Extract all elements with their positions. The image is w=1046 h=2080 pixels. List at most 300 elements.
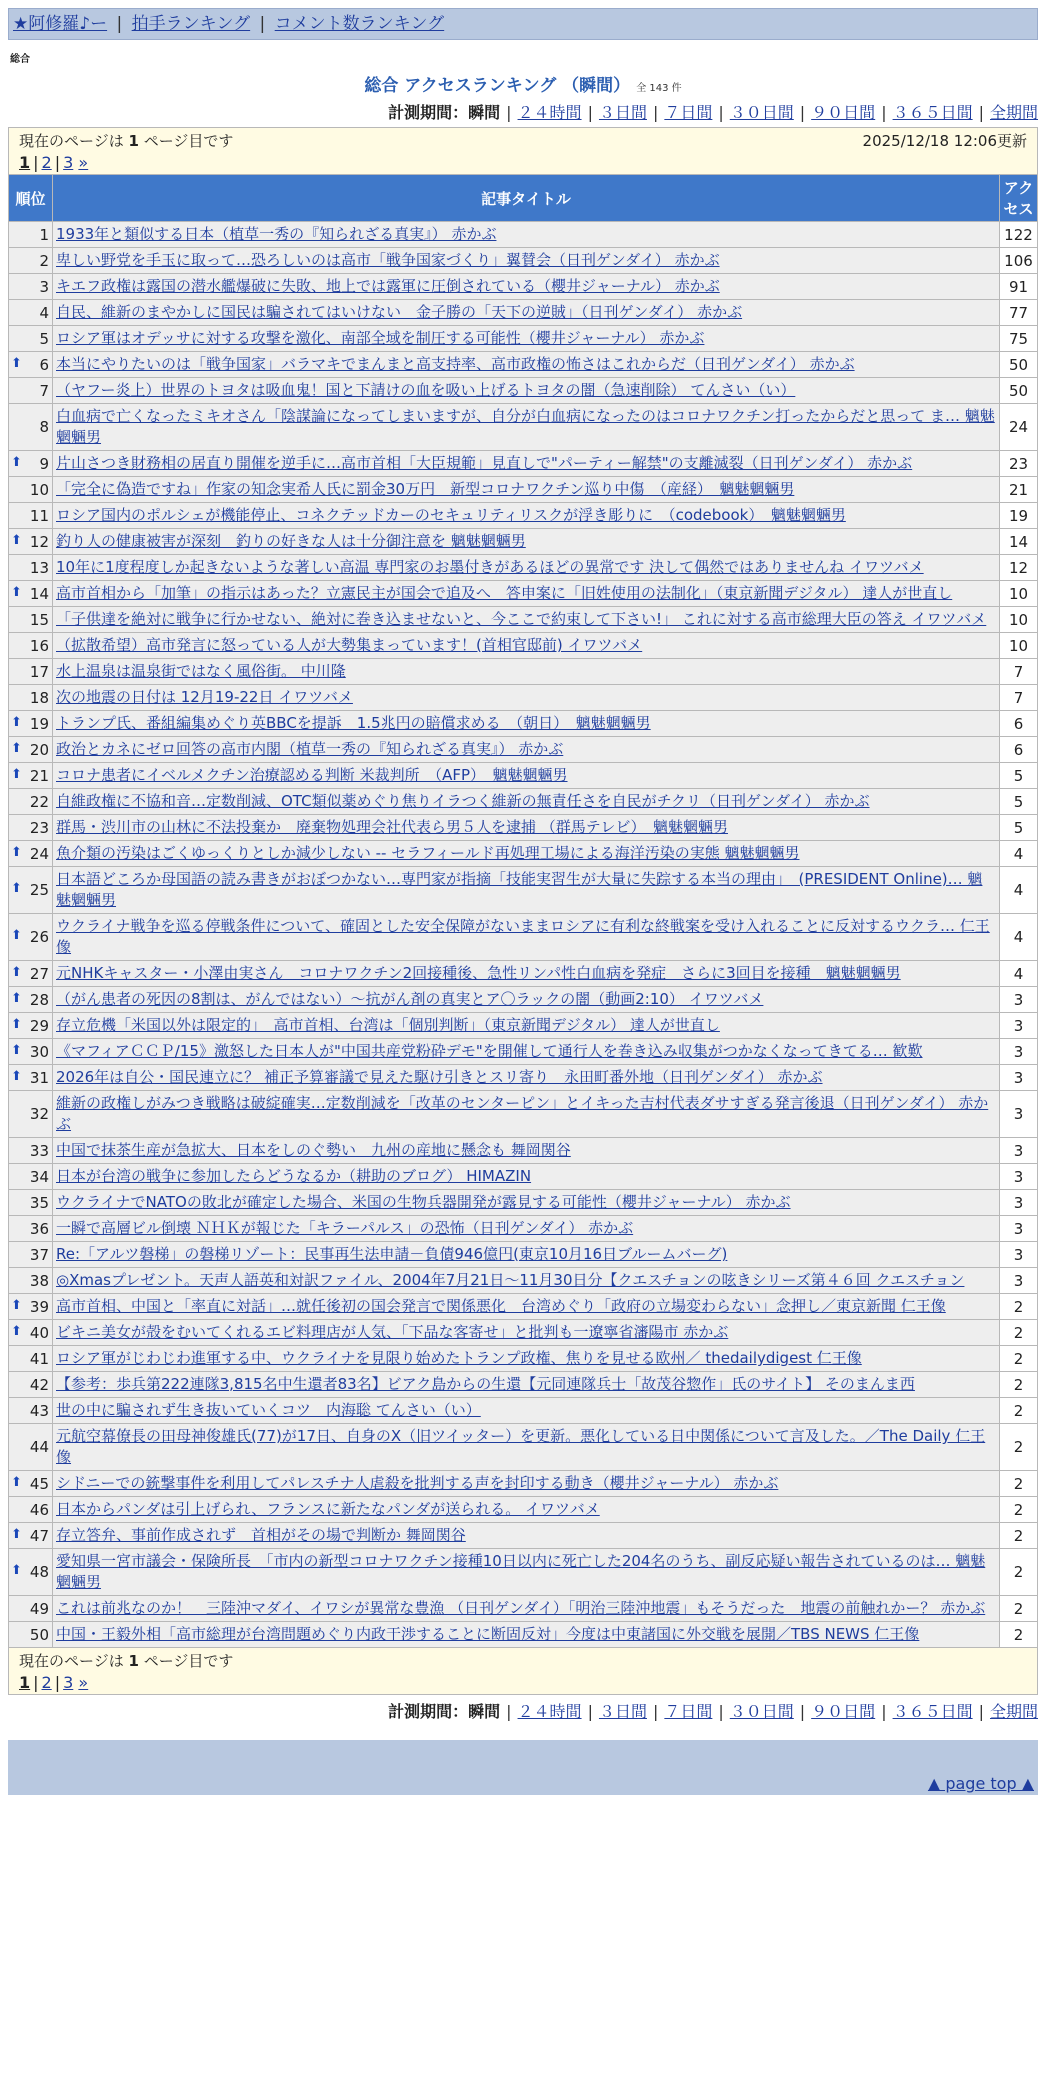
title-cell — [53, 815, 1000, 841]
access-count: 3 — [1000, 1164, 1038, 1190]
article-title-link[interactable]: 維新の政権しがみつき戦略は破綻確実…定数削減を「改革のセンターピン」とイキった吉村代表ダサすぎる発言後退（日刊ゲンダイ） 赤かぶ — [56, 1094, 989, 1133]
table-row — [9, 841, 1038, 867]
rank-cell — [9, 326, 53, 352]
rank-cell — [9, 581, 53, 607]
period-option-link[interactable]: 全期間 — [989, 1702, 1038, 1721]
rank-cell — [9, 451, 53, 477]
access-count: 2 — [1000, 1294, 1038, 1320]
pager-page-link[interactable]: 3 — [63, 1673, 74, 1692]
access-count: 77 — [1000, 300, 1038, 326]
rank-number: 26 — [29, 928, 49, 946]
table-row — [9, 737, 1038, 763]
rank-number: 9 — [39, 454, 49, 473]
table-row — [9, 1424, 1038, 1471]
rank-number: 44 — [29, 1438, 49, 1456]
access-count: 4 — [1000, 841, 1038, 867]
pager-page-link[interactable]: 2 — [41, 153, 52, 172]
nav-separator: | — [259, 14, 266, 34]
table-row — [9, 1091, 1038, 1138]
rank-cell — [9, 1138, 53, 1164]
article-title-link[interactable]: ビキニ美女が殻をむいてくれるエビ料理店が人気、「下品な客寄せ」と批判も一遼寧省瀋陽市 赤かぶ — [56, 1323, 729, 1341]
access-count: 3 — [1000, 1091, 1038, 1138]
table-row — [9, 1523, 1038, 1549]
period-option-link[interactable]: ９０日間 — [811, 103, 876, 122]
period-separator: | — [978, 103, 984, 122]
category-label: 総合 — [10, 54, 30, 65]
rank-cell — [9, 763, 53, 789]
title-cell — [53, 1424, 1000, 1471]
access-count: 23 — [1000, 451, 1038, 477]
period-separator: | — [978, 1702, 984, 1721]
rank-number: 31 — [29, 1068, 49, 1087]
article-title-link[interactable]: （拡散希望）高市発言に怒っている人が大勢集まっています！(首相官邸前) イワツバメ — [56, 636, 643, 654]
period-separator: | — [506, 1702, 512, 1721]
rank-cell — [9, 1596, 53, 1622]
rank-cell — [9, 1039, 53, 1065]
article-title-link[interactable]: 2026年は自公・国民連立に？ 補正予算審議で見えた駆け引きとスリ寄り 永田町番外地（日刊ゲンダイ） 赤かぶ — [56, 1068, 823, 1086]
table-row — [9, 914, 1038, 961]
rank-number: 45 — [29, 1474, 49, 1493]
title-cell — [53, 248, 1000, 274]
rank-up-arrow-icon: ⬆ — [11, 881, 22, 896]
period-separator: | — [799, 103, 806, 122]
header-access: アクセス — [1000, 175, 1038, 222]
rank-number: 22 — [29, 792, 49, 811]
article-title-link[interactable]: ウクライナでNATOの敗北が確定した場合、米国の生物兵器開発が露見する可能性（櫻井ジャーナル） 赤かぶ — [56, 1193, 791, 1211]
pager-next-link[interactable]: » — [78, 1673, 89, 1692]
rank-number: 46 — [29, 1500, 49, 1519]
rank-cell — [9, 633, 53, 659]
rank-number: 14 — [29, 584, 49, 603]
access-count: 3 — [1000, 1268, 1038, 1294]
rank-cell — [9, 1549, 53, 1596]
title-cell — [53, 1138, 1000, 1164]
ranking-title-block — [8, 71, 1038, 96]
rank-cell — [9, 1190, 53, 1216]
rank-number: 30 — [29, 1042, 49, 1061]
table-row — [9, 711, 1038, 737]
period-separator: | — [587, 103, 593, 122]
rank-number: 4 — [39, 303, 49, 322]
article-title-link[interactable]: 政治とカネにゼロ回答の高市内閣（植草一秀の『知られざる真実』） 赤かぶ — [56, 740, 564, 758]
article-title-link[interactable]: 群馬・渋川市の山林に不法投棄か 廃棄物処理会社代表ら男５人を逮捕 （群馬テレビ） 魑魅魍魎男 — [56, 818, 728, 836]
rank-up-arrow-icon: ⬆ — [11, 1323, 22, 1339]
rank-number: 27 — [29, 964, 49, 983]
rank-number: 39 — [29, 1297, 49, 1316]
rank-number: 36 — [29, 1219, 49, 1238]
access-count: 10 — [1000, 581, 1038, 607]
access-count: 50 — [1000, 378, 1038, 404]
article-title-link[interactable]: （がん患者の死因の8割は、がんではない）～抗がん剤の真実とア〇ラックの闇（動画2:10） イワツバメ — [56, 990, 764, 1008]
rank-up-arrow-icon: ⬆ — [11, 454, 22, 470]
article-title-link[interactable]: 日本からパンダは引上げられ、フランスに新たなパンダが送られる。 イワツバメ — [56, 1500, 600, 1518]
footer-bar — [8, 1740, 1038, 1772]
table-row — [9, 555, 1038, 581]
rank-cell — [9, 961, 53, 987]
rank-cell — [9, 737, 53, 763]
table-row — [9, 1065, 1038, 1091]
access-count: 19 — [1000, 503, 1038, 529]
article-title-link[interactable]: これは前兆なのか！ 三陸沖マダイ、イワシが異常な豊漁 （日刊ゲンダイ）「明治三陸沖地震」もそうだった 地震の前触れかー？ 赤かぶ — [56, 1599, 986, 1617]
title-cell — [53, 326, 1000, 352]
ranking-table — [8, 127, 1038, 1695]
title-cell — [53, 1216, 1000, 1242]
rank-up-arrow-icon: ⬆ — [11, 1526, 22, 1542]
pager-current-page: 1 — [19, 1673, 31, 1692]
article-title-link[interactable]: 中国・王毅外相「高市総理が台湾問題めぐり内政干渉することに断固反対」今度は中東諸国に外交戦を展開／TBS NEWS 仁王像 — [56, 1625, 920, 1643]
pager-next-link[interactable]: » — [78, 153, 89, 172]
table-row — [9, 659, 1038, 685]
title-cell — [53, 914, 1000, 961]
rank-up-arrow-icon: ⬆ — [11, 990, 22, 1006]
rank-cell — [9, 789, 53, 815]
table-row — [9, 1294, 1038, 1320]
rank-cell — [9, 1164, 53, 1190]
pager-page-link[interactable]: 3 — [63, 153, 74, 172]
access-count: 2 — [1000, 1346, 1038, 1372]
article-title-link[interactable]: 1933年と類似する日本（植草一秀の『知られざる真実』） 赤かぶ — [56, 225, 497, 243]
rank-cell — [9, 867, 53, 914]
title-cell — [53, 1242, 1000, 1268]
table-row — [9, 789, 1038, 815]
access-count: 3 — [1000, 1138, 1038, 1164]
period-option-link[interactable]: ７日間 — [664, 103, 713, 122]
period-option-link[interactable]: 全期間 — [989, 103, 1038, 122]
pager-page-link[interactable]: 2 — [41, 1673, 52, 1692]
pagination-bottom — [19, 1671, 1027, 1692]
table-row — [9, 222, 1038, 248]
rank-number: 35 — [29, 1193, 49, 1212]
title-cell — [53, 1320, 1000, 1346]
table-row — [9, 633, 1038, 659]
period-separator: | — [652, 1702, 659, 1721]
page-top-row — [8, 1772, 1038, 1795]
article-title-link[interactable]: ウクライナ戦争を巡る停戦条件について、確固とした安全保障がないままロシアに有利な終戦案を受け入れることに反対するウクラ… 仁王像 — [56, 917, 990, 956]
title-cell — [53, 1346, 1000, 1372]
article-title-link[interactable]: トランプ氏、番組編集めぐり英BBCを提訴 1.5兆円の賠償求める （朝日） 魑魅魍魎男 — [56, 714, 651, 732]
title-cell — [53, 1190, 1000, 1216]
rank-cell — [9, 378, 53, 404]
article-title-link[interactable]: 日本が台湾の戦争に参加したらどうなるか（耕助のブログ） HIMAZIN — [56, 1167, 532, 1185]
pager-separator: | — [54, 153, 61, 172]
article-title-link[interactable]: 元NHKキャスター・小澤由実さん コロナワクチン2回接種後、急性リンパ性白血病を発症 さらに3回目を接種 魑魅魍魎男 — [56, 964, 901, 982]
title-cell — [53, 961, 1000, 987]
period-option-current: 瞬間 — [468, 1702, 501, 1721]
rank-number: 20 — [29, 740, 49, 759]
access-count: 106 — [1000, 248, 1038, 274]
title-cell — [53, 378, 1000, 404]
article-title-link[interactable]: 《マフィアＣＣＰ/15》激怒した日本人が"中国共産党粉砕デモ"を開催して通行人を巻き込み収集がつかなくなってきてる… 歓歎 — [56, 1042, 923, 1060]
nav-separator: | — [116, 14, 123, 34]
rank-cell — [9, 841, 53, 867]
article-title-link[interactable]: 中国で抹茶生産が急拡大、日本をしのぐ勢い 九州の産地に懸念も 舞岡関谷 — [56, 1141, 571, 1159]
period-separator: | — [881, 103, 887, 122]
title-cell — [53, 1013, 1000, 1039]
period-separator: | — [587, 1702, 593, 1721]
table-row — [9, 274, 1038, 300]
article-title-link[interactable]: 存立答弁、事前作成されず 首相がその場で判断か 舞岡関谷 — [56, 1526, 466, 1544]
rank-number: 47 — [29, 1526, 49, 1545]
article-title-link[interactable]: 「完全に偽造ですね」作家の知念実希人氏に罰金30万円 新型コロナワクチン巡り中傷 （産経） 魑魅魍魎男 — [56, 480, 795, 498]
title-cell — [53, 1268, 1000, 1294]
period-separator: | — [718, 103, 724, 122]
article-title-link[interactable]: 次の地震の日付は 12月19-22日 イワツバメ — [56, 688, 353, 706]
nav-comment-ranking-link[interactable]: コメント数ランキング — [274, 14, 445, 34]
title-cell — [53, 789, 1000, 815]
table-header-row — [9, 175, 1038, 222]
rank-number: 7 — [39, 381, 49, 400]
period-option-link[interactable]: ３日間 — [598, 103, 647, 122]
rank-number: 1 — [39, 225, 49, 244]
rank-up-arrow-icon: ⬆ — [11, 1068, 22, 1084]
rank-number: 8 — [39, 418, 49, 436]
title-cell — [53, 300, 1000, 326]
rank-number: 50 — [29, 1625, 49, 1644]
article-title-link[interactable]: 釣り人の健康被害が深刻 釣りの好きな人は十分御注意を 魑魅魍魎男 — [56, 532, 526, 550]
rank-number: 29 — [29, 1016, 49, 1035]
pager-separator: | — [54, 1673, 61, 1692]
title-cell — [53, 1523, 1000, 1549]
period-selector-top — [8, 100, 1038, 123]
access-count: 50 — [1000, 352, 1038, 378]
current-page-text: 現在のページは 1 ページ目です — [19, 132, 234, 150]
article-title-link[interactable]: 元航空幕僚長の田母神俊雄氏(77)が17日、自身のX（旧ツイッター）を更新。悪化している日中関係について言及した。／The Daily 仁王像 — [56, 1427, 986, 1466]
title-cell — [53, 1164, 1000, 1190]
table-row — [9, 1549, 1038, 1596]
article-title-link[interactable]: 魚介類の汚染はごくゆっくりとしか減少しない -- セラフィールド再処理工場による海洋汚染の実態 魑魅魍魎男 — [56, 844, 800, 862]
rank-number: 13 — [29, 558, 49, 577]
table-row — [9, 961, 1038, 987]
access-count: 12 — [1000, 555, 1038, 581]
nav-home-link[interactable]: ★阿修羅♪ー — [13, 14, 108, 34]
article-title-link[interactable]: シドニーでの銃撃事件を利用してパレスチナ人虐殺を批判する声を封印する動き（櫻井ジャーナル） 赤かぶ — [56, 1474, 779, 1492]
access-count: 5 — [1000, 763, 1038, 789]
rank-up-arrow-icon: ⬆ — [11, 1563, 22, 1578]
rank-up-arrow-icon: ⬆ — [11, 928, 22, 943]
access-count: 2 — [1000, 1398, 1038, 1424]
title-cell — [53, 352, 1000, 378]
table-row — [9, 503, 1038, 529]
table-row — [9, 815, 1038, 841]
article-title-link[interactable]: ロシア国内のポルシェが機能停止、コネクテッドカーのセキュリティリスクが浮き彫りに （codebook） 魑魅魍魎男 — [56, 506, 846, 524]
rank-cell — [9, 607, 53, 633]
article-title-link[interactable]: 片山さつき財務相の居直り開催を逆手に…高市首相「大臣規範」見直しで"パーティー解禁"の支離滅裂（日刊ゲンダイ） 赤かぶ — [56, 454, 913, 472]
rank-number: 28 — [29, 990, 49, 1009]
period-option-current: 瞬間 — [468, 103, 501, 122]
article-title-link[interactable]: 水上温泉は温泉街ではなく風俗街。 中川隆 — [56, 662, 346, 680]
rank-up-arrow-icon: ⬆ — [11, 532, 22, 548]
access-count: 10 — [1000, 607, 1038, 633]
period-option-link[interactable]: ３０日間 — [729, 103, 794, 122]
title-cell — [53, 529, 1000, 555]
access-count: 3 — [1000, 1013, 1038, 1039]
article-title-link[interactable]: （ヤフー炎上）世界のトヨタは吸血鬼！国と下請けの血を吸い上げるトヨタの闇（急速削除） てんさい（い） — [56, 381, 796, 399]
article-title-link[interactable]: 10年に1度程度しか起きないような著しい高温 専門家のお墨付きがあるほどの異常です 決して偶然ではありませんね イワツバメ — [56, 558, 924, 576]
title-cell — [53, 1372, 1000, 1398]
access-count: 6 — [1000, 711, 1038, 737]
title-cell — [53, 867, 1000, 914]
article-title-link[interactable]: 本当にやりたいのは「戦争国家」バラマキでまんまと高支持率、高市政権の怖さはこれからだ（日刊ゲンダイ） 赤かぶ — [56, 355, 855, 373]
rank-number: 34 — [29, 1167, 49, 1186]
rank-number: 15 — [29, 610, 49, 629]
rank-up-arrow-icon: ⬆ — [11, 1016, 22, 1032]
access-count: 6 — [1000, 737, 1038, 763]
rank-number: 43 — [29, 1401, 49, 1420]
page-info-row-top — [9, 128, 1038, 175]
article-title-link[interactable]: 一瞬で高層ビル倒壊 ＮＨＫが報じた「キラーパルス」の恐怖（日刊ゲンダイ） 赤かぶ — [56, 1219, 634, 1237]
period-separator: | — [799, 1702, 806, 1721]
rank-number: 17 — [29, 662, 49, 681]
page-top-link[interactable]: ▲ page top ▲ — [927, 1774, 1034, 1793]
rank-cell — [9, 274, 53, 300]
table-row — [9, 1013, 1038, 1039]
pager-separator: | — [33, 153, 39, 172]
article-title-link[interactable]: ロシア軍がじわじわ進軍する中、ウクライナを見限り始めたトランプ政権、焦りを見せる欧州／ thedailydigest 仁王像 — [56, 1349, 862, 1367]
rank-cell — [9, 1523, 53, 1549]
table-row — [9, 1398, 1038, 1424]
rank-up-arrow-icon: ⬆ — [11, 740, 22, 756]
rank-up-arrow-icon: ⬆ — [11, 1474, 22, 1490]
title-cell — [53, 404, 1000, 451]
period-label: 計測期間： — [388, 1702, 469, 1721]
article-title-link[interactable]: 白血病で亡くなったミキオさん「陰謀論になってしまいますが、自分が白血病になったのはコロナワクチン打ったからだと思って ま… 魑魅魍魎男 — [56, 407, 995, 446]
table-row — [9, 477, 1038, 503]
rank-number: 42 — [29, 1375, 49, 1394]
article-title-link[interactable]: コロナ患者にイベルメクチン治療認める判断 米裁判所 （AFP） 魑魅魍魎男 — [56, 766, 568, 784]
access-count: 2 — [1000, 1372, 1038, 1398]
pager-current-page: 1 — [19, 153, 31, 172]
rank-up-arrow-icon: ⬆ — [11, 584, 22, 600]
access-count: 3 — [1000, 987, 1038, 1013]
period-option-link[interactable]: ２４時間 — [517, 103, 582, 122]
title-cell — [53, 1622, 1000, 1648]
period-label: 計測期間： — [388, 103, 469, 122]
title-cell — [53, 555, 1000, 581]
current-page-text: 現在のページは 1 ページ目です — [19, 1652, 234, 1670]
rank-cell — [9, 1268, 53, 1294]
article-title-link[interactable]: 存立危機「米国以外は限定的」 高市首相、台湾は「個別判断」（東京新聞デジタル） 達人が世直し — [56, 1016, 720, 1034]
article-title-link[interactable]: 高市首相から「加筆」の指示はあった？立憲民主が国会で追及へ 答申案に「旧姓使用の法制化」（東京新聞デジタル） 達人が世直し — [56, 584, 953, 602]
table-row — [9, 1268, 1038, 1294]
title-cell — [53, 1549, 1000, 1596]
rank-cell — [9, 248, 53, 274]
access-count: 122 — [1000, 222, 1038, 248]
table-row — [9, 326, 1038, 352]
rank-cell — [9, 1320, 53, 1346]
rank-number: 11 — [29, 506, 49, 525]
rank-cell — [9, 815, 53, 841]
period-option-link[interactable]: ９０日間 — [811, 1702, 876, 1721]
page-info-row-bottom — [9, 1648, 1038, 1695]
article-title-link[interactable]: 自民、維新のまやかしに国民は騙されてはいけない 金子勝の「天下の逆賊」（日刊ゲンダイ） 赤かぶ — [56, 303, 743, 321]
period-selector-bottom — [8, 1699, 1038, 1722]
rank-cell — [9, 404, 53, 451]
period-option-link[interactable]: ３０日間 — [729, 1702, 794, 1721]
rank-number: 21 — [29, 766, 49, 785]
article-title-link[interactable]: 「子供達を絶対に戦争に行かせない、絶対に巻き込ませないと、今ここで約束して下さい!」 これに対する高市総理大臣の答え イワツバメ — [56, 610, 987, 628]
article-title-link[interactable]: 日本語どころか母国語の読み書きがおぼつかない…専門家が指摘「技能実習生が大量に失踪する本当の理由」 (PRESIDENT Online)… 魑魅魍魎男 — [56, 870, 983, 909]
title-cell — [53, 1091, 1000, 1138]
title-cell — [53, 274, 1000, 300]
top-navigation — [8, 8, 1038, 40]
table-row — [9, 867, 1038, 914]
access-count: 10 — [1000, 633, 1038, 659]
rank-cell — [9, 1346, 53, 1372]
rank-number: 33 — [29, 1141, 49, 1160]
table-row — [9, 1138, 1038, 1164]
article-title-link[interactable]: 愛知県一宮市議会・保険所長 「市内の新型コロナワクチン接種10日以内に死亡した204名のうち、副反応疑い報告されているのは… 魑魅魍魎男 — [56, 1552, 986, 1591]
rank-number: 12 — [29, 532, 49, 551]
period-option-link[interactable]: ３６５日間 — [892, 103, 973, 122]
access-count: 2 — [1000, 1622, 1038, 1648]
rank-number: 23 — [29, 818, 49, 837]
access-count: 2 — [1000, 1497, 1038, 1523]
article-title-link[interactable]: ◎Xmasプレゼント。天声人語英和対訳ファイル、2004年7月21日～11月30日分【クエスチョンの呟きシリーズ第４６回 クエスチョン — [56, 1271, 965, 1289]
title-cell — [53, 1471, 1000, 1497]
access-count: 3 — [1000, 1039, 1038, 1065]
table-row — [9, 1622, 1038, 1648]
access-count: 21 — [1000, 477, 1038, 503]
table-row — [9, 1471, 1038, 1497]
access-count: 2 — [1000, 1596, 1038, 1622]
article-title-link[interactable]: 世の中に騙されず生き抜いていくコツ 内海聡 てんさい（い） — [56, 1401, 481, 1419]
title-cell — [53, 1398, 1000, 1424]
pager-separator: | — [33, 1673, 39, 1692]
table-row — [9, 1190, 1038, 1216]
rank-cell — [9, 1013, 53, 1039]
rank-number: 24 — [29, 844, 49, 863]
access-count: 3 — [1000, 1190, 1038, 1216]
pagination-top — [19, 151, 1027, 172]
title-cell — [53, 1596, 1000, 1622]
period-option-link[interactable]: ２４時間 — [517, 1702, 582, 1721]
rank-up-arrow-icon: ⬆ — [11, 714, 22, 730]
article-title-link[interactable]: ロシア軍はオデッサに対する攻撃を激化、南部全域を制圧する可能性（櫻井ジャーナル） 赤かぶ — [56, 329, 705, 347]
nav-clap-ranking-link[interactable]: 拍手ランキング — [131, 14, 251, 34]
period-option-link[interactable]: ３６５日間 — [892, 1702, 973, 1721]
article-title-link[interactable]: 【参考：歩兵第222連隊3,815名中生還者83名】ビアク島からの生還【元同連隊兵士「故茂谷惣作」氏のサイト】 そのまんま西 — [56, 1375, 915, 1393]
access-count: 75 — [1000, 326, 1038, 352]
article-title-link[interactable]: キエフ政権は露国の潜水艦爆破に失敗、地上では露軍に圧倒されている（櫻井ジャーナル） 赤かぶ — [56, 277, 720, 295]
article-title-link[interactable]: 自維政権に不協和音…定数削減、OTC類似薬めぐり焦りイラつく維新の無責任さを自民がチクリ（日刊ゲンダイ） 赤かぶ — [56, 792, 870, 810]
rank-cell — [9, 222, 53, 248]
access-count: 4 — [1000, 961, 1038, 987]
table-row — [9, 581, 1038, 607]
table-row — [9, 248, 1038, 274]
title-cell — [53, 841, 1000, 867]
title-cell — [53, 1497, 1000, 1523]
rank-number: 3 — [39, 277, 49, 296]
table-row — [9, 1596, 1038, 1622]
rank-cell — [9, 1372, 53, 1398]
rank-up-arrow-icon: ⬆ — [11, 844, 22, 860]
access-count: 91 — [1000, 274, 1038, 300]
period-separator: | — [718, 1702, 724, 1721]
title-cell — [53, 763, 1000, 789]
period-option-link[interactable]: ７日間 — [664, 1702, 713, 1721]
table-row — [9, 1164, 1038, 1190]
rank-up-arrow-icon: ⬆ — [11, 1042, 22, 1058]
table-row — [9, 1039, 1038, 1065]
access-count: 3 — [1000, 1065, 1038, 1091]
table-row — [9, 1372, 1038, 1398]
access-count: 2 — [1000, 1471, 1038, 1497]
article-title-link[interactable]: Re:「アルツ磐梯」の磐梯リゾート：民事再生法申請－負債946億円(東京10月16日ブルームバーグ) — [56, 1245, 728, 1263]
article-title-link[interactable]: 卑しい野党を手玉に取って…恐ろしいのは高市「戦争国家づくり」翼賛会（日刊ゲンダイ） 赤かぶ — [56, 251, 720, 269]
period-option-link[interactable]: ３日間 — [598, 1702, 647, 1721]
rank-cell — [9, 529, 53, 555]
article-title-link[interactable]: 高市首相、中国と「率直に対話」…就任後初の国会発言で関係悪化 台湾めぐり「政府の立場変わらない」念押し／東京新聞 仁王像 — [56, 1297, 946, 1315]
